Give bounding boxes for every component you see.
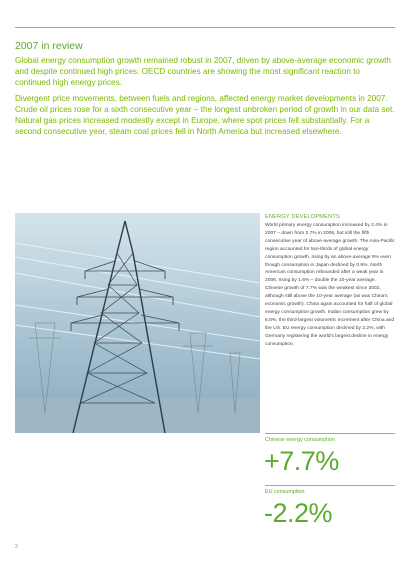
section-title: 2007 in review <box>15 40 83 52</box>
stat-divider <box>265 485 395 486</box>
stat-value-china: +7.7% <box>264 446 339 476</box>
pylon-photo <box>15 213 260 433</box>
top-rule <box>15 27 395 28</box>
electricity-pylon-image <box>15 213 260 433</box>
page-number: 2 <box>15 544 18 550</box>
intro-text <box>15 55 395 142</box>
stat-label-china: Chinese energy consumption <box>265 437 335 443</box>
intro-paragraph: Global energy consumption growth remained robust in 2007, driven by above-average economic growth and despite continued high prices. OECD countries are showing the most significant reaction to continued high energy prices. <box>15 56 391 87</box>
sidebar-heading: ENERGY DEVELOPMENTS <box>265 214 340 220</box>
stat-label-eu: EU consumption <box>265 489 305 495</box>
sidebar <box>265 214 395 349</box>
stat-value-eu: -2.2% <box>264 498 333 528</box>
sidebar-body: World primary energy consumption increased by 2.4% in 2007 – down from 2.7% in 2006, but still the fifth consecutive year of above-average growth. The Asia-Pacific region accounted for two-thirds of global energy consumption growth, rising by an above-average 5% even though consumption in Japan declined by 0.9%. North American consumption rebounded after a weak year in 2006, rising by 1.6% – double the 10-year average. Chinese growth of 7.7% was the weakest since 2002, although still above the 10-year average (as was China's economic growth). China again accounted for half of global energy consumption growth. Indian consumption grew by 6.8%, the third-largest volumetric increment after China and the US. EU energy consumption declined by 2.2%, with Germany registering the world's largest decline in energy consumption. <box>265 223 395 347</box>
stat-divider <box>265 433 395 434</box>
intro-paragraph: Divergent price movements, between fuels and regions, affected energy market developments in 2007. Crude oil prices rose for a sixth consecutive year – the longest unbroken period of growth in our data set. Natural gas prices increased modestly except in Europe, where spot prices fell substantially. For a second consecutive year, steam coal prices fell in North America but increased elsewhere. <box>15 94 395 136</box>
